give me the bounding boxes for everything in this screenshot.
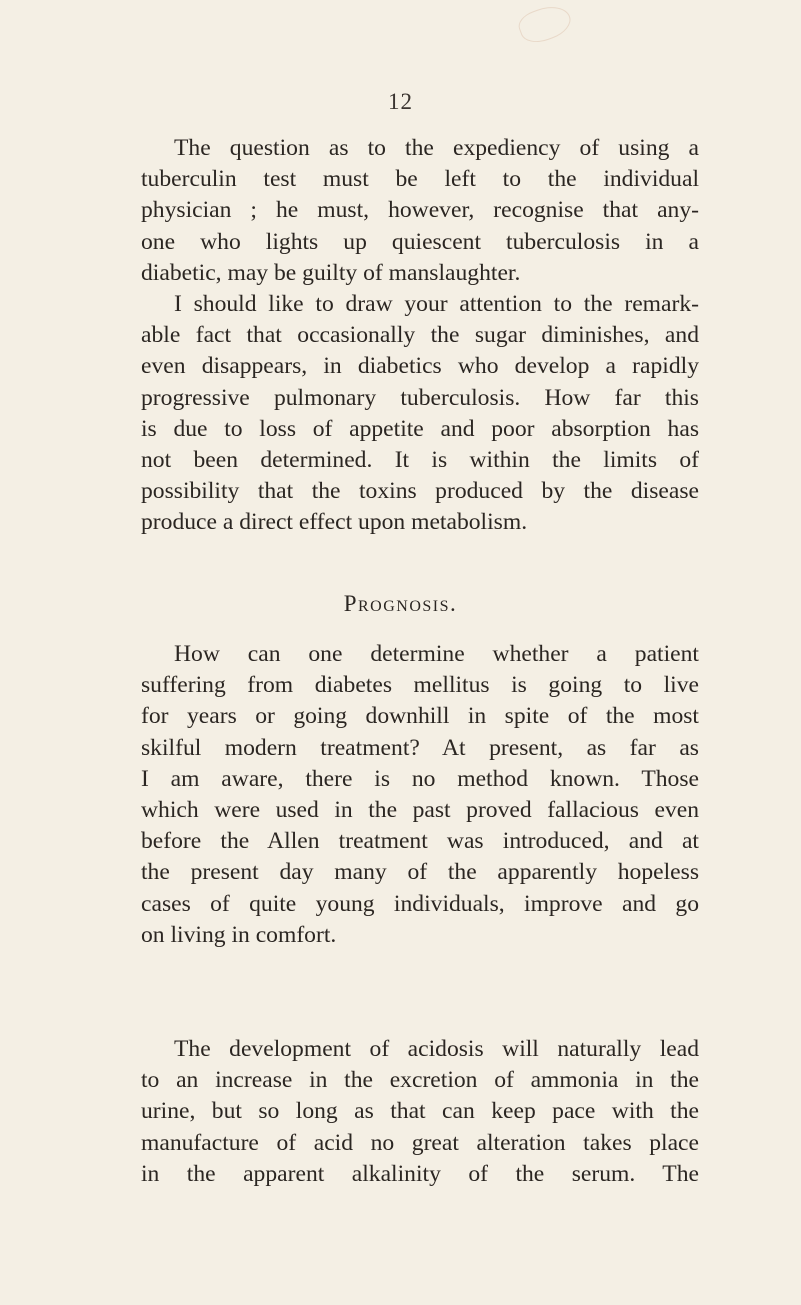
text-line: which were used in the past proved fallacious even (141, 797, 699, 824)
text-line: to an increase in the excretion of ammonia in the (141, 1067, 699, 1094)
text-line: even disappears, in diabetics who develop a rapidly (141, 353, 699, 380)
text-line: The question as to the expediency of using a (174, 135, 699, 161)
text-line: skilful modern treatment? At present, as far as (141, 734, 699, 761)
paper-stain (515, 0, 575, 48)
text-line: The development of acidosis will naturally lead (174, 1036, 699, 1062)
text-line: is due to loss of appetite and poor absorption has (141, 415, 699, 442)
text-line: for years or going downhill in spite of the most (141, 703, 699, 730)
paragraph-sugar-diminishes (141, 289, 699, 539)
text-block-before-heading (141, 133, 699, 539)
paragraph-acidosis (141, 1034, 699, 1190)
text-line: before the Allen treatment was introduced, and at (141, 828, 699, 855)
text-line: one who lights up quiescent tuberculosis in a (141, 228, 699, 255)
text-line: urine, but so long as that can keep pace with the (141, 1098, 699, 1125)
text-line: diabetic, may be guilty of manslaughter. (141, 259, 521, 286)
text-line: tuberculin test must be left to the individual (141, 166, 699, 193)
section-heading: Prognosis. (343, 591, 458, 616)
text-line: I should like to draw your attention to the remark- (174, 291, 699, 318)
text-line: How can one determine whether a patient (174, 641, 699, 667)
text-line: progressive pulmonary tuberculosis. How far this (141, 384, 699, 411)
text-line: able fact that occasionally the sugar diminishes, and (141, 322, 699, 349)
page-number: 12 (388, 89, 413, 114)
text-line: cases of quite young individuals, improve and go (141, 890, 699, 917)
text-block-acidosis (141, 1034, 699, 1190)
text-line: the present day many of the apparently hopeless (141, 859, 699, 886)
paragraph-determine-patient (141, 639, 699, 951)
paragraph-tuberculin-test (141, 133, 699, 289)
text-line: on living in comfort. (141, 921, 337, 948)
text-line: possibility that the toxins produced by the disease (141, 478, 699, 505)
text-line: in the apparent alkalinity of the serum. The (141, 1160, 699, 1187)
text-line: physician ; he must, however, recognise that any- (141, 197, 699, 224)
text-line: produce a direct effect upon metabolism. (141, 509, 528, 536)
text-line: suffering from diabetes mellitus is going to live (141, 672, 699, 699)
text-line: manufacture of acid no great alteration takes place (141, 1129, 699, 1156)
text-line: I am aware, there is no method known. Those (141, 765, 699, 792)
text-block-prognosis (141, 639, 699, 951)
text-line: not been determined. It is within the limits of (141, 447, 699, 474)
